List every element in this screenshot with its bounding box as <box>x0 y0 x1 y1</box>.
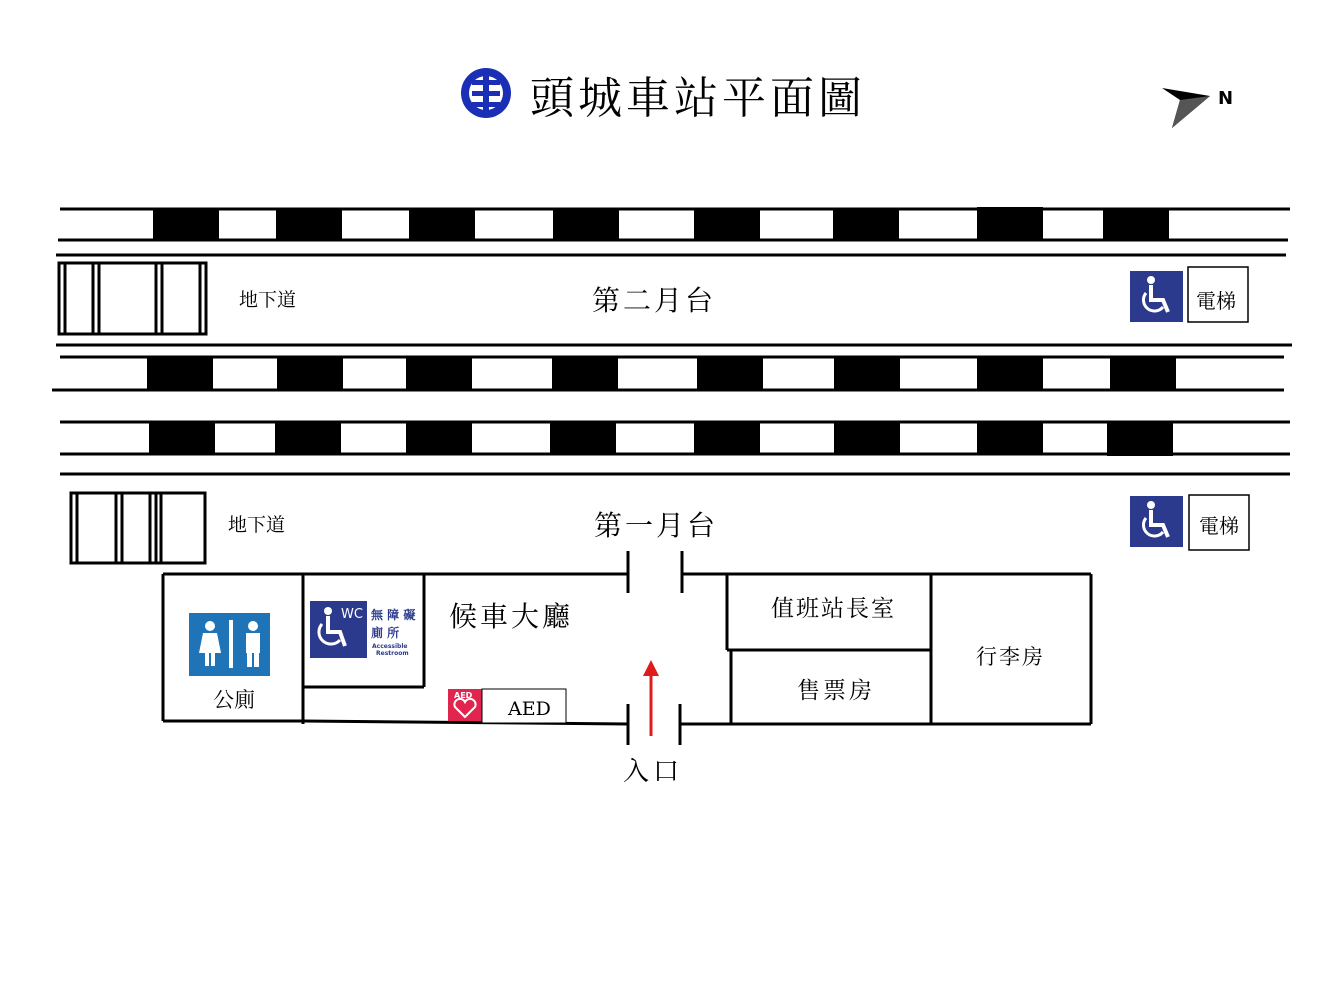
accessible-restroom-line4: Restroom <box>376 650 409 657</box>
restroom-label: 公廁 <box>213 688 255 712</box>
aed-label: AED <box>508 698 551 720</box>
platform-2-label: 第二月台 <box>592 284 717 317</box>
north-label: N <box>1218 88 1234 109</box>
station-building-walls <box>163 551 1091 745</box>
accessible-restroom-line2: 廁 所 <box>371 626 400 640</box>
accessible-restroom-line3: Accessible <box>372 643 408 650</box>
railway-logo-icon <box>461 68 511 118</box>
waiting-hall-label: 候車大廳 <box>449 600 574 633</box>
underpass-label-1: 地下道 <box>228 514 286 536</box>
track-middle-sleepers <box>147 357 1176 390</box>
wheelchair-icon <box>1130 271 1183 322</box>
wheelchair-icon <box>1130 496 1183 547</box>
elevator-label-2: 電梯 <box>1196 289 1236 313</box>
accessible-wc-badge: WC <box>341 607 363 622</box>
underpass-stairs-2 <box>59 263 206 334</box>
restroom-icon <box>189 613 270 676</box>
track-top-sleepers <box>153 207 1169 240</box>
underpass-stairs-1 <box>71 493 205 563</box>
platform-1-label: 第一月台 <box>594 509 719 542</box>
elevator-label-1: 電梯 <box>1199 514 1239 538</box>
page-title: 頭城車站平面圖 <box>530 73 866 124</box>
north-arrow-icon <box>1162 88 1210 128</box>
track-middle <box>52 357 1284 390</box>
track-lower <box>60 422 1290 454</box>
ticket-office-label: 售票房 <box>797 678 875 704</box>
entrance-label: 入口 <box>623 757 684 787</box>
track-lower-sleepers <box>149 422 1173 456</box>
aed-sign-badge: AED <box>454 691 473 700</box>
accessible-restroom-line1: 無 障 礙 <box>371 608 416 622</box>
entrance-arrow-icon <box>643 660 659 736</box>
underpass-label-2: 地下道 <box>239 289 297 311</box>
luggage-room-label: 行李房 <box>976 645 1045 669</box>
stationmaster-office-label: 值班站長室 <box>771 596 896 622</box>
